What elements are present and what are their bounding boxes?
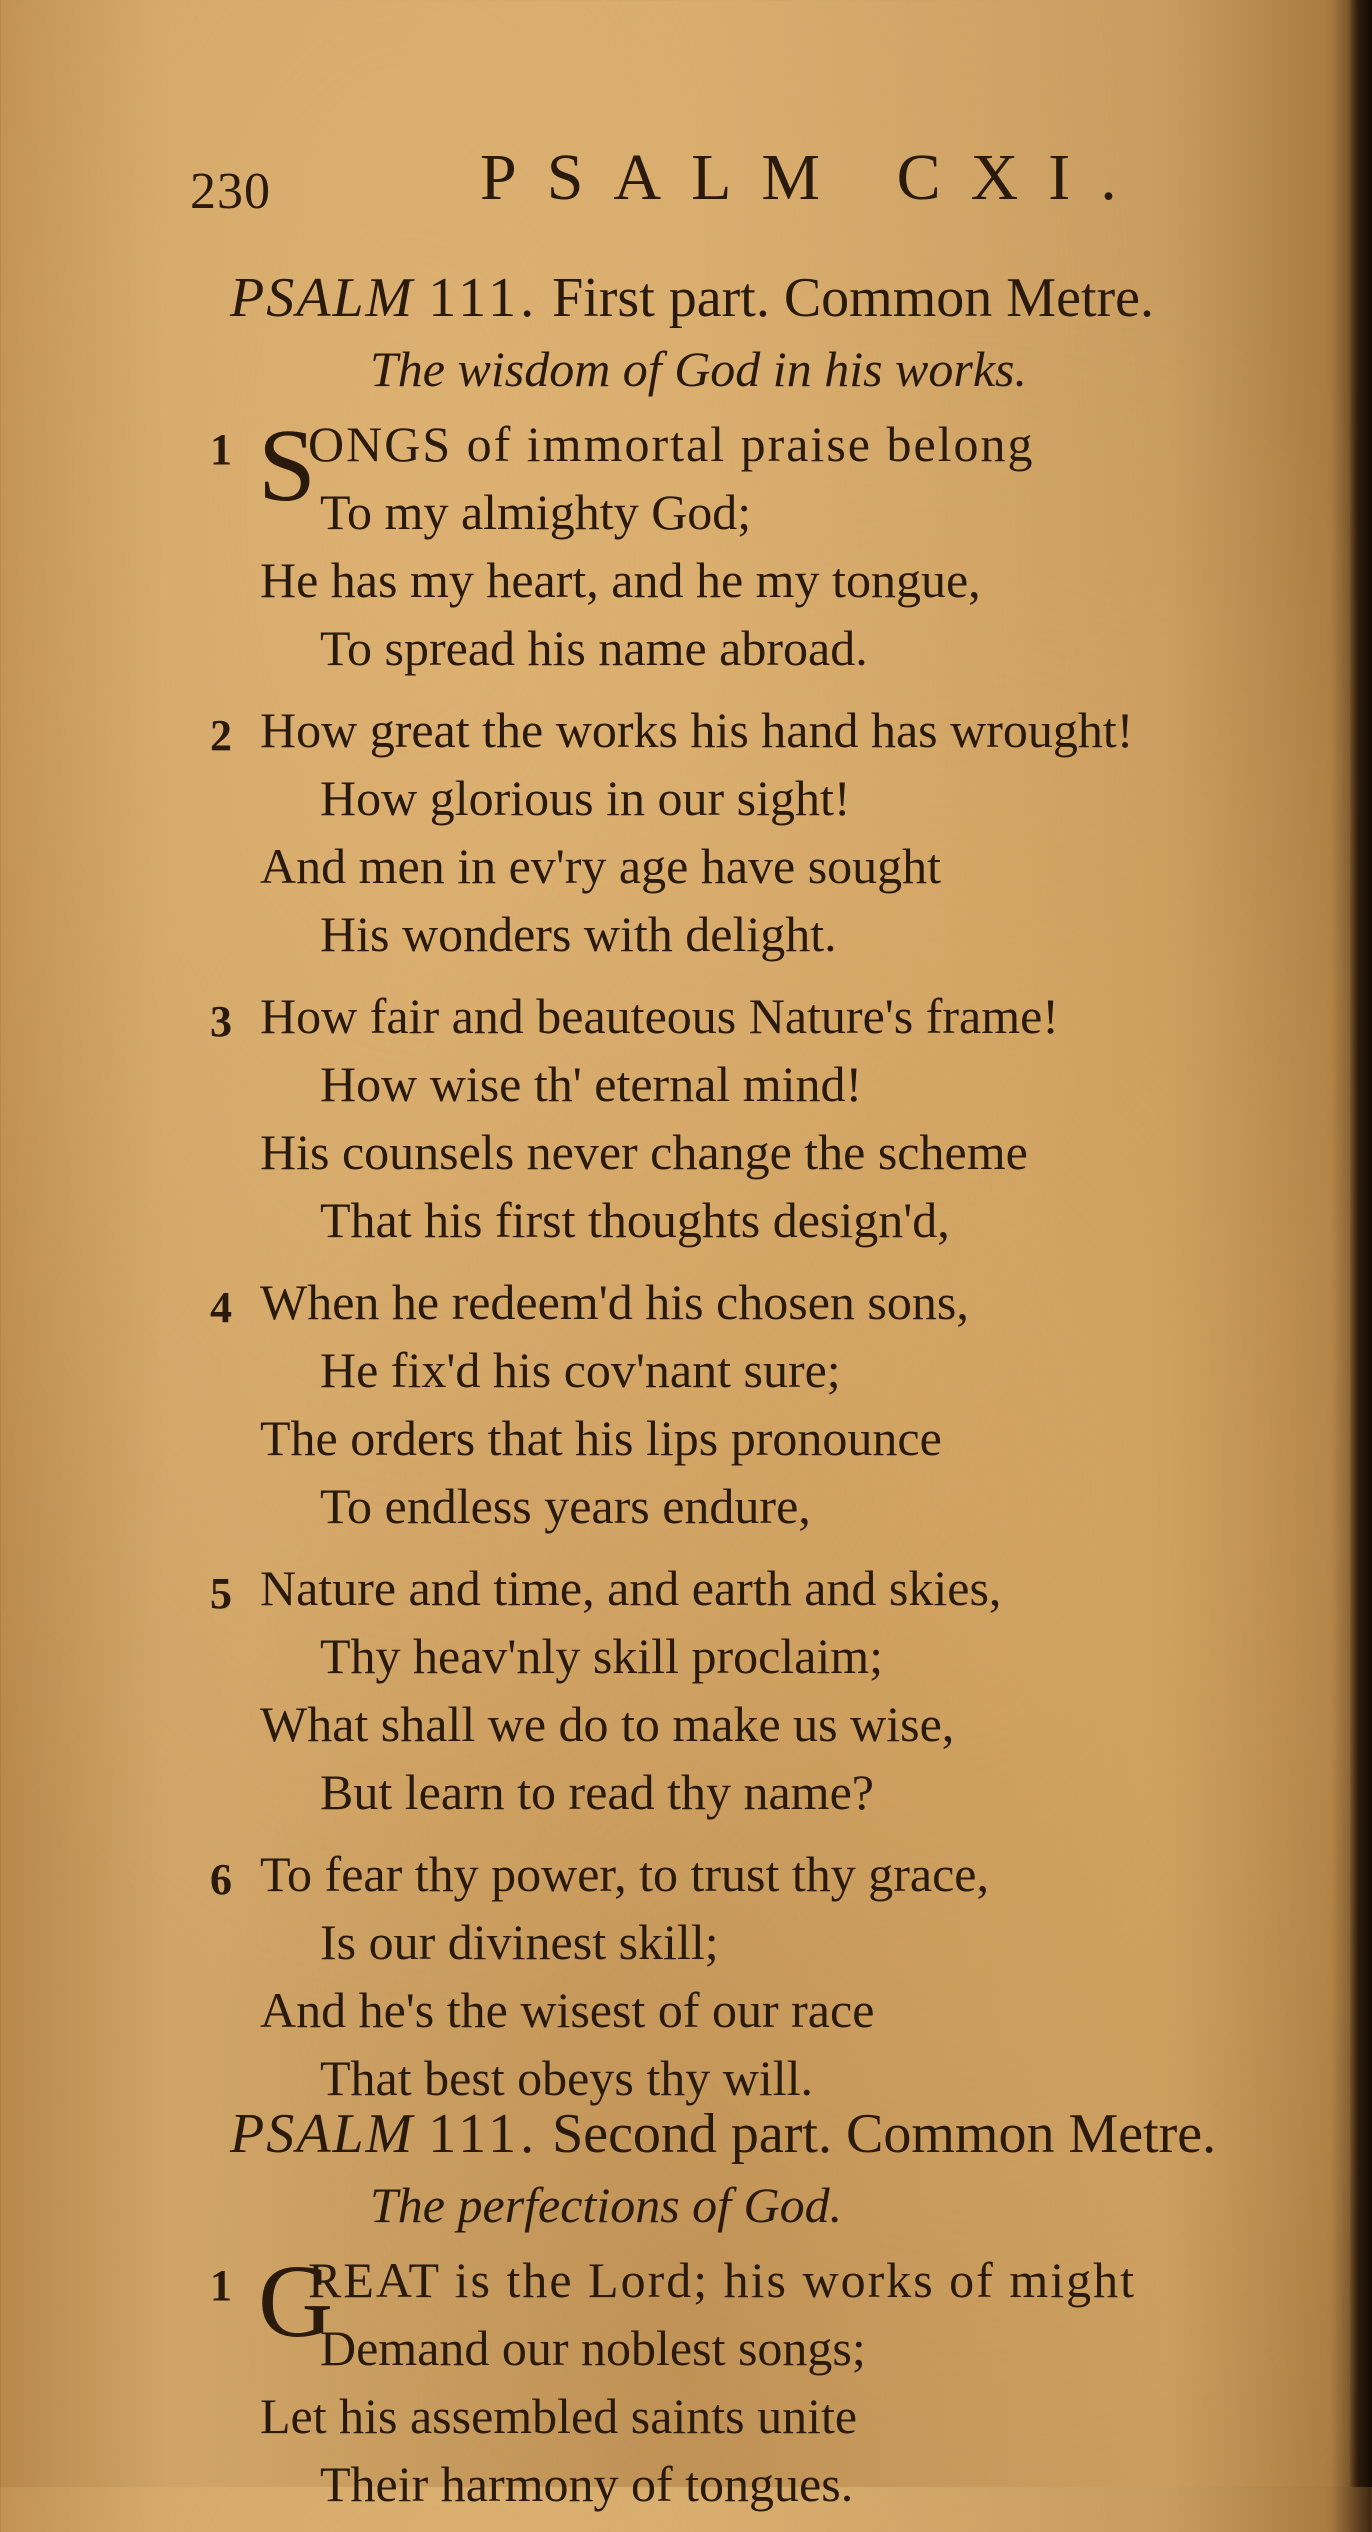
verse-number: 4: [210, 1283, 232, 1332]
verse-line: How wise th' eternal mind!: [320, 1056, 863, 1112]
verse-line: How fair and beauteous Nature's frame!: [260, 988, 1059, 1044]
verse-line: His wonders with delight.: [320, 906, 837, 962]
verse-line: Let his assembled saints unite: [260, 2388, 858, 2444]
section-psalm-label: PSALM: [230, 2103, 415, 2165]
section-subtitle: The perfections of God.: [370, 2177, 843, 2233]
verse-line: To spread his name abroad.: [320, 620, 868, 676]
verse-line-text: ONGS of immortal praise belong: [308, 416, 1035, 472]
verse-line: That his first thoughts design'd,: [320, 1192, 950, 1248]
verse: [210, 1554, 1340, 1826]
verse-line: The orders that his lips pronounce: [260, 1410, 942, 1466]
section-part: Second part. Common Metre.: [552, 2103, 1217, 2165]
verse-line: And he's the wisest of our race: [260, 1982, 875, 2038]
section-psalm-number: 111.: [428, 267, 539, 329]
verse-number: 6: [210, 1855, 232, 1904]
verse-line: To my almighty God;: [320, 484, 752, 540]
psalm-part-one: [210, 262, 1340, 2126]
verse-line: He has my heart, and he my tongue,: [260, 552, 981, 608]
verse-line: To endless years endure,: [320, 1478, 811, 1534]
section-psalm-label: PSALM: [230, 267, 415, 329]
verse-line: How great the works his hand has wrought!: [260, 702, 1134, 758]
verse-number: 1: [210, 425, 232, 474]
verse-line: How glorious in our sight!: [320, 770, 851, 826]
verse: [210, 1840, 1340, 2112]
section-psalm-number: 111.: [428, 2103, 539, 2165]
drop-cap: G: [258, 2244, 334, 2359]
verse-number: 1: [210, 2261, 232, 2310]
section-heading: [230, 262, 1340, 334]
verse-line: Their harmony of tongues.: [320, 2456, 854, 2512]
verse-line: Demand our noblest songs;: [320, 2320, 866, 2376]
verse-line: What shall we do to make us wise,: [260, 1696, 955, 1752]
verse-line: And men in ev'ry age have sought: [260, 838, 942, 894]
verse: [210, 982, 1340, 1254]
verse-line: But learn to read thy name?: [320, 1764, 874, 1820]
verse-number: 3: [210, 997, 232, 1046]
verse-line: That best obeys thy will.: [320, 2050, 813, 2106]
verse-line: His counsels never change the scheme: [260, 1124, 1028, 1180]
page-header: [190, 140, 1310, 220]
verse-line: To fear thy power, to trust thy grace,: [260, 1846, 989, 1902]
verse-line: Thy heav'nly skill proclaim;: [320, 1628, 884, 1684]
section-part: First part. Common Metre.: [552, 267, 1155, 329]
drop-cap: S: [258, 408, 316, 523]
verse: [210, 408, 1340, 682]
section-heading: [230, 2098, 1340, 2170]
page-number: 230: [190, 163, 271, 220]
verse-line: Is our divinest skill;: [320, 1914, 719, 1970]
verse: [210, 2244, 1340, 2518]
section-subtitle: The wisdom of God in his works.: [370, 341, 1028, 397]
psalm-part-two: [210, 2098, 1340, 2532]
verse-line: He fix'd his cov'nant sure;: [320, 1342, 841, 1398]
running-head: PSALM CXI.: [480, 141, 1147, 214]
verse-number: 2: [210, 711, 232, 760]
verse: [210, 1268, 1340, 1540]
verse-line: When he redeem'd his chosen sons,: [260, 1274, 969, 1330]
page-edge-shadow: [1350, 0, 1372, 2487]
verse-number: 5: [210, 1569, 232, 1618]
verse: [210, 696, 1340, 968]
verse-line-text: REAT is the Lord; his works of might: [308, 2252, 1137, 2308]
verse-line: Nature and time, and earth and skies,: [260, 1560, 1002, 1616]
